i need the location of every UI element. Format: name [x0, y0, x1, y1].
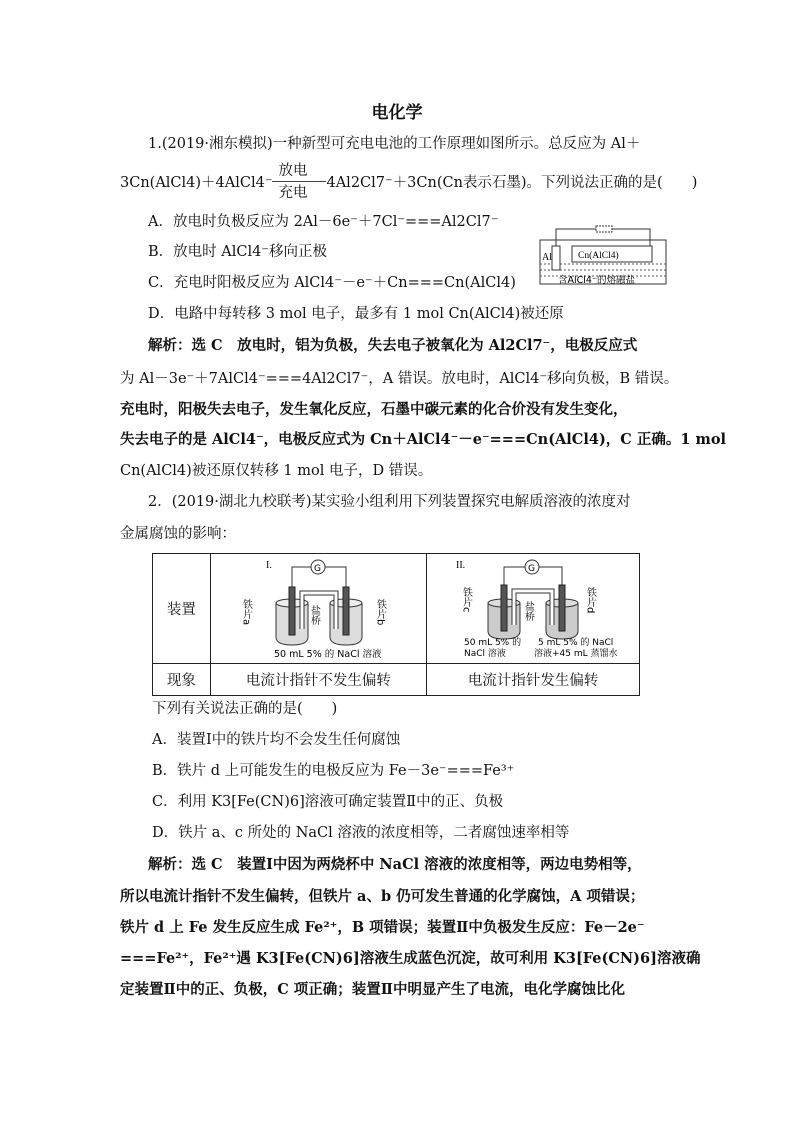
apparatus-2-caption-right-1: 5 mL 5% 的 NaCl [538, 637, 614, 648]
apparatus-2-caption-left-1: 50 mL 5% 的 [464, 637, 522, 648]
apparatus-2-diagram [430, 555, 636, 659]
q2-answer-line-4: ===Fe²⁺，Fe²⁺遇 K3[Fe(CN)6]溶液生成蓝色沉淀，故可利用 K3[Fe(CN)6]溶液确 [120, 950, 701, 967]
phenomenon-1: 电流计指针不发生偏转 [210, 664, 427, 696]
phenomenon-2: 电流计指针发生偏转 [427, 664, 640, 696]
galvanometer-icon: G [314, 563, 322, 574]
q2-answer-line-2: 所以电流计指针不发生偏转，但铁片 a、b 仍可发生普通的化学腐蚀，A 项错误； [120, 888, 645, 905]
q1-stem-line-1: 1.(2019·湘东模拟)一种新型可充电电池的工作原理如图所示。总反应为 Al＋ [148, 136, 641, 152]
table-row-apparatus [153, 554, 640, 664]
iron-strip-a-label: 铁片a [240, 598, 252, 625]
q1-option-b: B．放电时 AlCl4⁻移向正极 [148, 244, 327, 260]
q2-option-d: D．铁片 a、c 所处的 NaCl 溶液的浓度相等，二者腐蚀速率相等 [152, 825, 570, 841]
q1-option-a: A．放电时负极反应为 2Al－6e⁻＋7Cl⁻===Al2Cl7⁻ [148, 214, 499, 230]
row-label-apparatus: 装置 [153, 554, 211, 664]
iron-strip-d-label: 铁片d [584, 586, 596, 613]
q2-option-b: B．铁片 d 上可能发生的电极反应为 Fe－3e⁻===Fe³⁺ [152, 763, 515, 779]
reaction-arrow [272, 163, 326, 201]
salt-bridge-label: 盐桥 [308, 604, 320, 625]
experiment-table [152, 553, 640, 696]
row-label-phenomenon: 现象 [153, 664, 211, 696]
table-row-phenomenon [153, 664, 640, 696]
electrode-al-label: Al [542, 252, 552, 263]
apparatus-1-caption: 50 mL 5% 的 NaCl 溶液 [274, 648, 382, 659]
q1-option-c: C．充电时阳极反应为 AlCl4⁻－e⁻＋Cn===Cn(AlCl4) [148, 275, 516, 291]
apparatus-2-caption-right-2: 溶液+45 mL 蒸馏水 [534, 648, 618, 659]
apparatus-2-tag: II. [456, 559, 466, 571]
q2-option-a: A．装置Ⅰ中的铁片均不会发生任何腐蚀 [152, 732, 401, 748]
q1-answer-line-1: 解析：选 C 放电时，铝为负极，失去电子被氧化为 Al2Cl7⁻，电极反应式 [148, 337, 638, 354]
iron-strip-c-label: 铁片c [460, 586, 472, 612]
iron-strip-b-label: 铁片b [374, 598, 386, 625]
q2-question: 下列有关说法正确的是( ) [152, 701, 338, 717]
q2-answer-line-3: 铁片 d 上 Fe 发生反应生成 Fe²⁺，B 项错误；装置Ⅱ中负极发生反应：Fe－2e⁻ [120, 919, 645, 936]
q1-option-d: D．电路中每转移 3 mol 电子，最多有 1 mol Cn(AlCl4)被还原 [148, 306, 564, 322]
page-title: 电化学 [371, 103, 423, 123]
q1-answer-line-2: 为 Al－3e⁻＋7AlCl4⁻===4Al2Cl7⁻，A 错误。放电时，AlCl4⁻移向负极，B 错误。 [120, 371, 679, 387]
apparatus-1-diagram [218, 555, 418, 659]
q1-equation-left: 3Cn(AlCl4)＋4AlCl4⁻ [120, 175, 273, 191]
electrode-graphite-label: Cn(AlCl4) [578, 251, 619, 261]
galvanometer-icon: G [528, 563, 536, 574]
q1-answer-line-5: Cn(AlCl4)被还原仅转移 1 mol 电子，D 错误。 [120, 463, 433, 479]
arrow-label-charge: 充电 [278, 185, 308, 201]
q1-equation-right: 4Al2Cl7⁻＋3Cn(Cn表示石墨)。下列说法正确的是( ) [326, 175, 698, 191]
molten-salt-label: 含AlCl4⁻的熔融盐 [558, 275, 635, 286]
q1-answer-line-4: 失去电子的是 AlCl4⁻，电极反应式为 Cn＋AlCl4⁻－e⁻===Cn(AlCl4)，C 正确。1 mol [120, 431, 727, 448]
apparatus-2-cell [427, 554, 640, 664]
q1-answer-line-3: 充电时，阳极失去电子，发生氧化反应，石墨中碳元素的化合价没有发生变化， [120, 401, 628, 418]
arrow-label-discharge: 放电 [278, 163, 308, 179]
q2-stem-line-2: 金属腐蚀的影响： [120, 526, 236, 542]
q2-answer-line-1: 解析：选 C 装置Ⅰ中因为两烧杯中 NaCl 溶液的浓度相等，两边电势相等， [148, 856, 642, 873]
q2-option-c: C．利用 K3[Fe(CN)6]溶液可确定装置Ⅱ中的正、负极 [152, 794, 504, 810]
apparatus-1-tag: I. [266, 559, 273, 571]
battery-diagram [538, 222, 670, 288]
q2-stem-line-1: 2．(2019·湖北九校联考)某实验小组利用下列装置探究电解质溶液的浓度对 [148, 494, 631, 510]
apparatus-1-cell [210, 554, 427, 664]
apparatus-2-caption-left-2: NaCl 溶液 [464, 648, 506, 659]
q1-stem-line-2 [120, 163, 698, 201]
salt-bridge-label: 盐桥 [522, 600, 534, 621]
q2-answer-line-5: 定装置Ⅱ中的正、负极，C 项正确；装置Ⅱ中明显产生了电流，电化学腐蚀比化 [120, 981, 626, 998]
